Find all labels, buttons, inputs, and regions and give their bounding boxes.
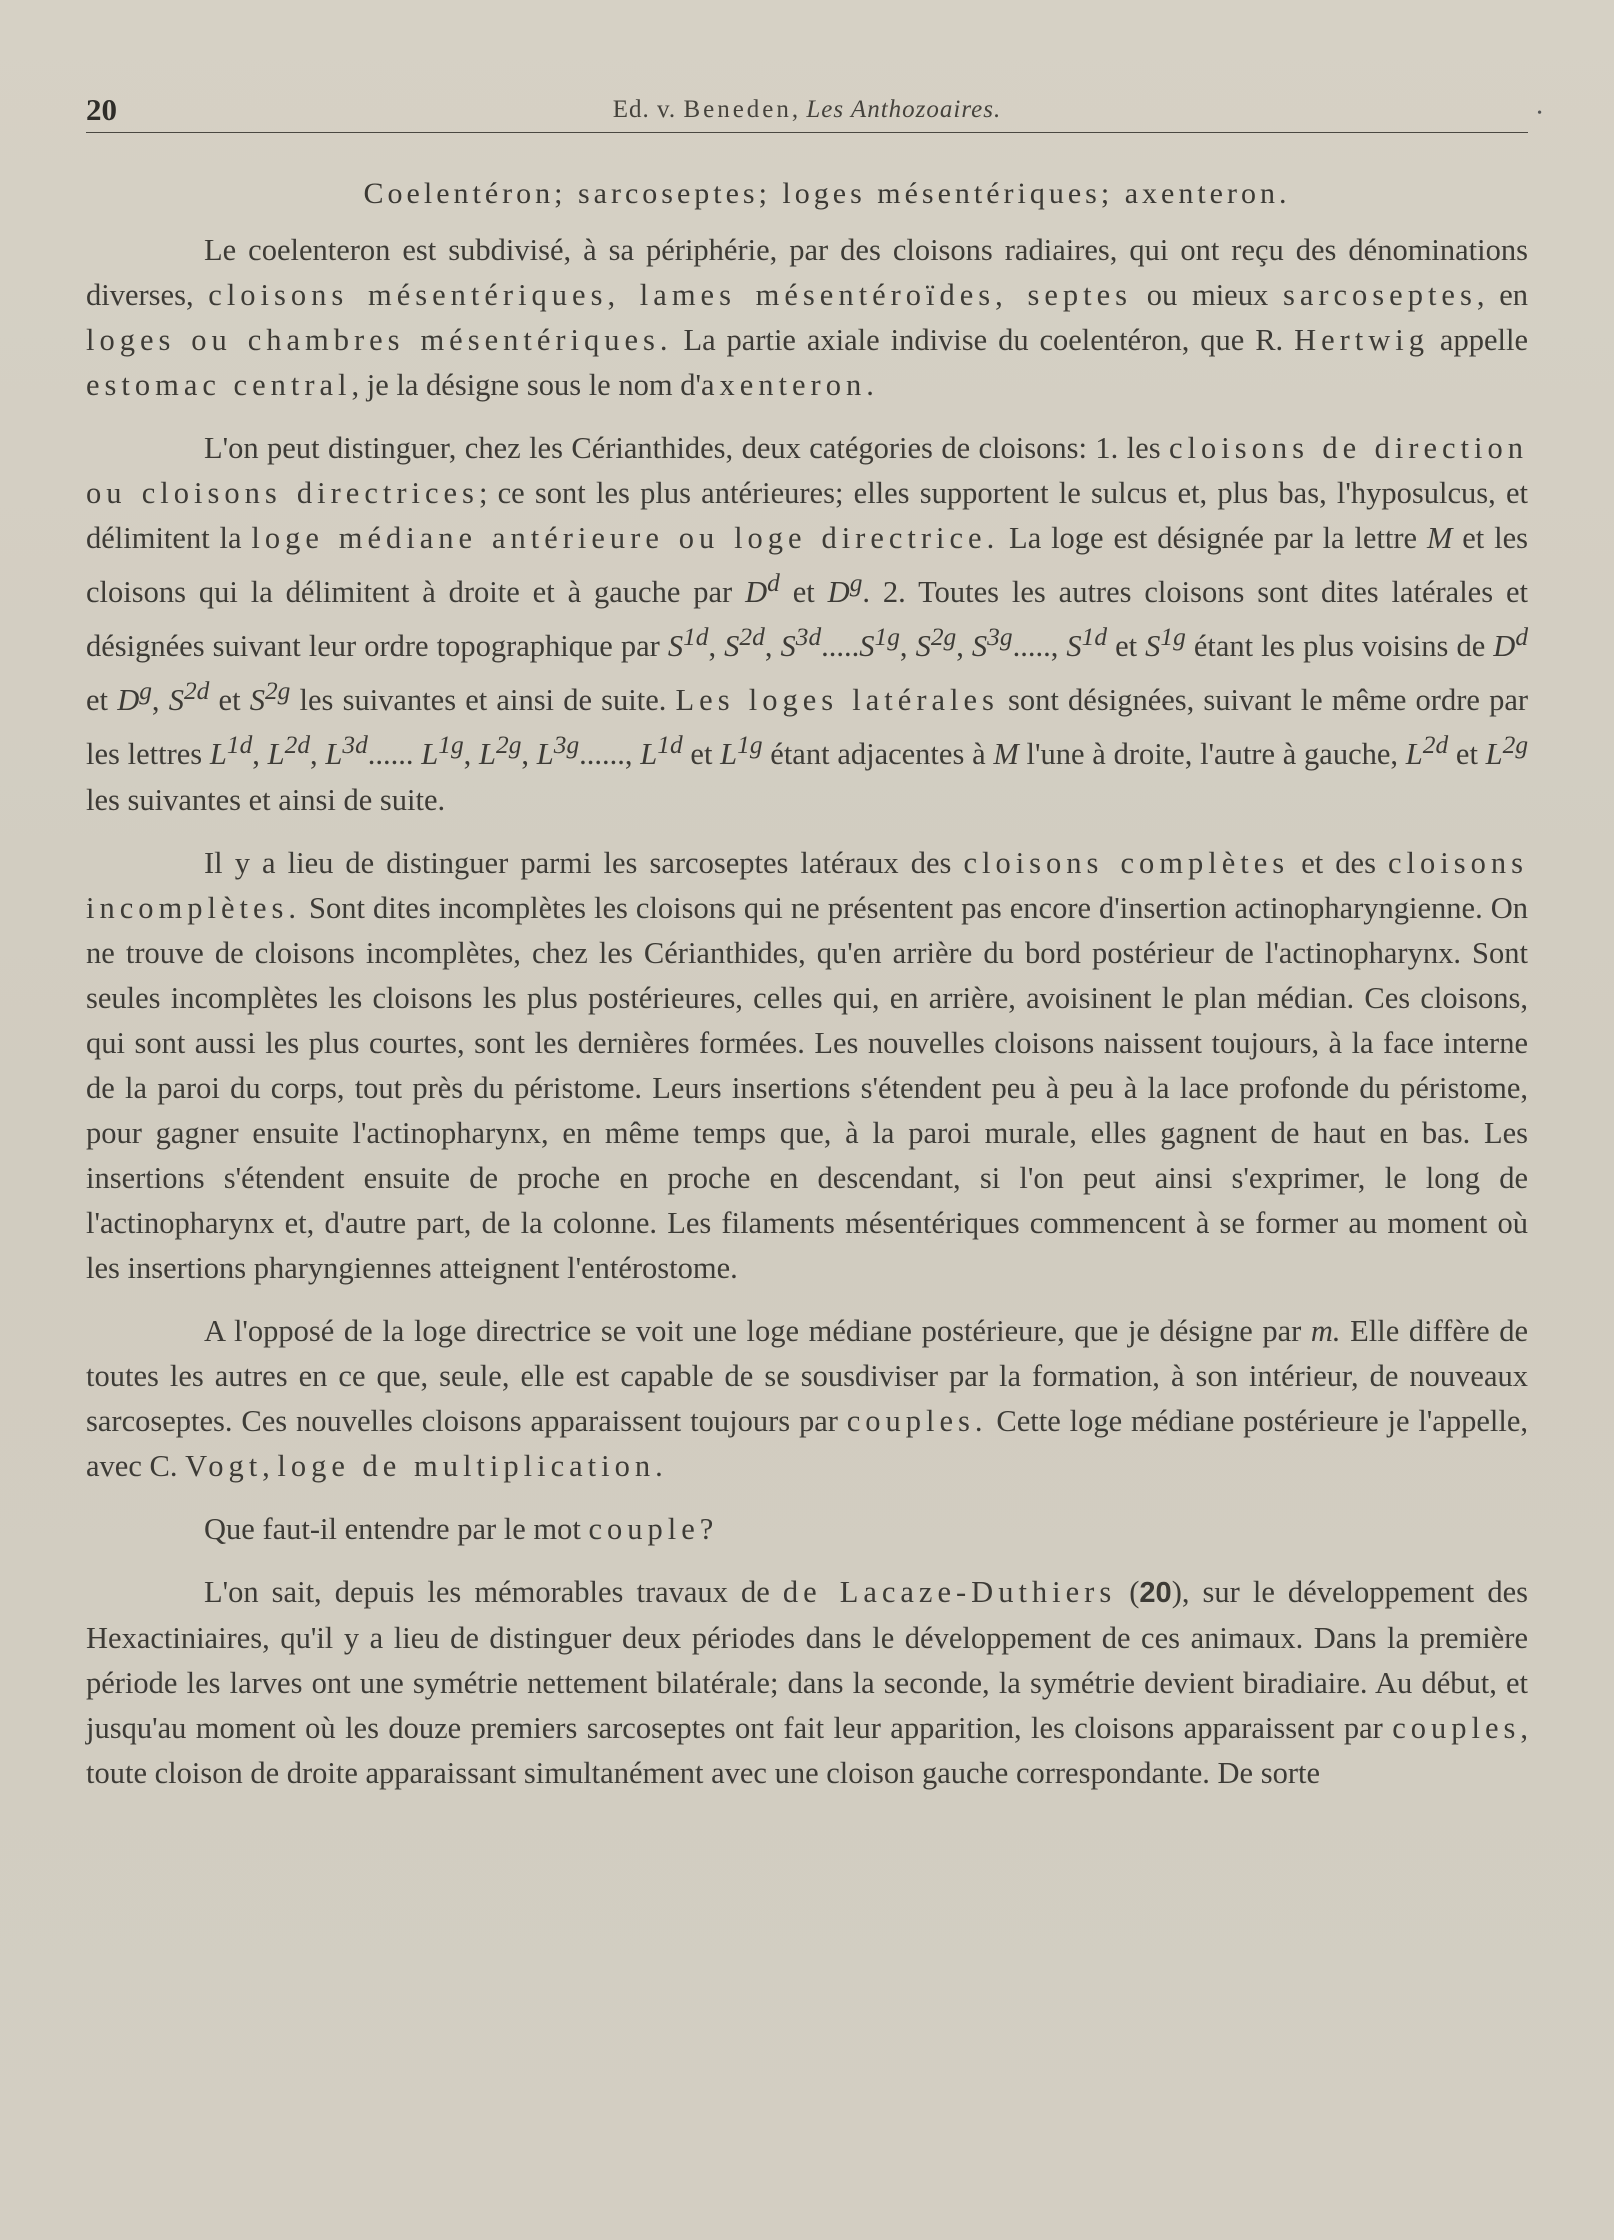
symbol: S bbox=[1066, 629, 1082, 664]
paragraph-3 bbox=[86, 841, 1528, 1291]
symbol: M bbox=[993, 737, 1019, 772]
running-head-work: Les Anthozoaires. bbox=[806, 96, 1002, 123]
symbol: D bbox=[827, 575, 850, 610]
punct: , bbox=[899, 629, 916, 664]
text-run: sont désignées, suivant le même ordre par les lettres bbox=[86, 683, 1529, 772]
text-run: Sont dites incomplètes les cloisons qui ne présentent pas encore d'insertion actinopharyngienne. On ne trouve de cloisons incomplètes, chez les Cérianthides, qu'en arrière du bord postérieur de l'actinopharynx. Sont seules incomplètes les cloisons les plus postérieures, celles qui, en arrière, avoisinent le plan médian. Ces cloisons, qui sont aussi les plus courtes, sont les dernières formées. Les nouvelles cloisons naissent toujours, à la face interne de la paroi du corps, tout près du péristome. Leurs insertions s'étendent peu à peu à la lace profonde du péristome, pour gagner ensuite l'actinopharynx, en même temps que, à la paroi murale, elles gagnent de haut en bas. Les insertions s'étendent ensuite de proche en proche en descendant, si l'on peut ainsi s'exprimer, le long de l'actinopharynx et, d'autre part, de la colonne. Les filaments mésentériques commencent à se former au moment où les insertions pharyngiennes atteignent l'entérostome. bbox=[86, 890, 1528, 1285]
spaced-term: cloisons complètes bbox=[963, 845, 1290, 880]
punct: ....., bbox=[1012, 629, 1067, 664]
superscript: 1d bbox=[226, 731, 253, 760]
text-run: l'une à droite, l'autre à gauche, bbox=[1018, 737, 1406, 772]
text-run: ( bbox=[1116, 1574, 1140, 1609]
text-run: La loge est désignée par la lettre bbox=[999, 521, 1427, 555]
spaced-term: loge de multiplication. bbox=[277, 1448, 668, 1483]
text-run: . 2. Toutes les autres cloisons sont dites latérales et désignées suivant leur ordre topographique par bbox=[86, 575, 1528, 664]
symbol: S bbox=[1145, 629, 1161, 664]
text-run: Elle diffère de toutes les autres en ce que, seule, elle est capable de se sousdiviser par la formation, à son intérieur, de nouveaux sarcoseptes. Ces nouvelles cloisons apparaissent toujours par bbox=[86, 1313, 1529, 1438]
running-head bbox=[86, 96, 1528, 124]
text-run: La partie axiale indivise du coelentéron, que R. bbox=[672, 323, 1295, 357]
punct: et bbox=[682, 737, 721, 772]
superscript: 3d bbox=[795, 623, 822, 652]
superscript: d bbox=[1515, 623, 1529, 652]
running-head-sep: , bbox=[791, 96, 807, 123]
spaced-name: Hertwig bbox=[1294, 323, 1430, 357]
symbol: S bbox=[724, 629, 740, 664]
symbol: D bbox=[117, 683, 140, 718]
text-run: L'on peut distinguer, chez les Cérianthides, deux catégories de cloisons: 1. les bbox=[204, 431, 1169, 465]
text-run: , en bbox=[1476, 278, 1528, 312]
text-run: Que faut-il entendre par le mot bbox=[204, 1511, 589, 1546]
symbol: S bbox=[915, 629, 931, 664]
symbol: L bbox=[479, 737, 496, 772]
text-run: et bbox=[86, 683, 118, 718]
text-run: étant adjacentes à bbox=[762, 737, 994, 772]
superscript: 2d bbox=[183, 677, 210, 706]
punct: , bbox=[252, 737, 268, 772]
symbol: S bbox=[859, 629, 875, 664]
superscript: d bbox=[767, 569, 780, 597]
paragraph-5 bbox=[86, 1507, 1528, 1552]
symbol: L bbox=[421, 737, 439, 772]
text-run: appelle bbox=[1429, 323, 1528, 357]
punct: , bbox=[463, 737, 480, 772]
punct: , bbox=[956, 629, 972, 664]
text-run: et bbox=[779, 575, 828, 610]
punct: et bbox=[209, 683, 250, 718]
superscript: 1g bbox=[1160, 623, 1186, 652]
text-run: , bbox=[262, 1448, 278, 1483]
superscript: 2d bbox=[284, 731, 311, 760]
spaced-name: Vogt bbox=[185, 1448, 263, 1483]
symbol: S bbox=[971, 629, 988, 664]
spaced-term: couples. bbox=[846, 1403, 988, 1438]
spaced-term: Les loges latérales bbox=[675, 683, 999, 718]
superscript: 2d bbox=[1422, 731, 1449, 760]
symbol: D bbox=[745, 575, 768, 610]
punct: , bbox=[310, 737, 326, 772]
superscript: g bbox=[139, 677, 152, 706]
punct: , bbox=[708, 629, 725, 664]
symbol: L bbox=[720, 737, 738, 772]
superscript: 1g bbox=[438, 731, 464, 760]
bibliography-reference: 20 bbox=[1139, 1576, 1172, 1609]
superscript: 2g bbox=[264, 677, 291, 706]
superscript: g bbox=[849, 569, 863, 597]
punct: , bbox=[151, 683, 169, 718]
text-run: ou mieux bbox=[1132, 278, 1283, 312]
text-run: ; ce sont les plus antérieures; elles supportent le sulcus et, plus bas, l'hyposulcus, et délimitent la bbox=[86, 476, 1528, 555]
symbol: m. bbox=[1310, 1313, 1341, 1348]
symbol: S bbox=[168, 683, 184, 718]
symbol: S bbox=[780, 629, 796, 664]
punct: ......, bbox=[579, 737, 641, 772]
superscript: 1g bbox=[874, 623, 900, 652]
symbol: L bbox=[640, 737, 658, 772]
spaced-term: couple bbox=[588, 1511, 700, 1546]
spaced-term: cloisons de direction ou cloisons directrices bbox=[86, 431, 1528, 510]
spaced-term: estomac central bbox=[86, 368, 352, 402]
paragraph-4 bbox=[86, 1309, 1528, 1489]
text-run: , toute cloison de droite apparaissant simultanément avec une cloison gauche correspondante. De sorte bbox=[86, 1710, 1528, 1790]
paragraph-2 bbox=[86, 426, 1528, 823]
symbol: S bbox=[249, 683, 265, 718]
superscript: 3g bbox=[987, 623, 1013, 652]
running-head-author: Ed. v. bbox=[612, 96, 684, 123]
paragraph-1 bbox=[86, 228, 1528, 408]
text-run: , je la désigne sous le nom d' bbox=[351, 368, 701, 402]
punct: , bbox=[521, 737, 537, 772]
punct: , bbox=[764, 629, 781, 664]
symbol: L bbox=[209, 737, 227, 772]
punct: ...... bbox=[367, 737, 414, 772]
punct: ..... bbox=[821, 629, 860, 664]
text-run: Il y a lieu de distinguer parmi les sarcoseptes latéraux des bbox=[204, 845, 964, 880]
spaced-term: loges ou chambres mésentériques. bbox=[86, 323, 673, 357]
text-run: ? bbox=[699, 1511, 714, 1546]
running-head-name: Beneden bbox=[683, 96, 792, 123]
superscript: 1g bbox=[737, 731, 763, 760]
text-run: les suivantes et ainsi de suite. bbox=[86, 782, 446, 817]
punct: et bbox=[1107, 629, 1146, 664]
symbol: S bbox=[667, 629, 684, 664]
symbol: L bbox=[1405, 737, 1423, 772]
spaced-term: axenteron bbox=[700, 368, 867, 402]
symbol: L bbox=[325, 737, 343, 772]
text-run: les suivantes et ainsi de suite. bbox=[290, 683, 676, 718]
superscript: 2d bbox=[739, 623, 765, 652]
text-run: L'on sait, depuis les mémorables travaux de bbox=[204, 1574, 783, 1609]
text-run: Le coelenteron est subdivisé, à sa périphérie, par des cloisons radiaires, qui ont reçu des dénominations diverses, bbox=[86, 233, 1528, 312]
superscript: 3g bbox=[553, 731, 580, 760]
edge-mark: • bbox=[1537, 106, 1542, 121]
symbol: L bbox=[1485, 737, 1503, 772]
spaced-term: couples bbox=[1392, 1710, 1521, 1745]
text-run: A l'opposé de la loge directrice se voit une loge médiane postérieure, que je désigne par bbox=[204, 1313, 1311, 1348]
spaced-term: loge médiane antérieure ou loge directrice. bbox=[251, 521, 1000, 555]
superscript: 2g bbox=[930, 623, 957, 652]
superscript: 2g bbox=[496, 731, 522, 760]
text-run: ), sur le développement des Hexactiniaires, qu'il y a lieu de distinguer deux périodes dans le développement de ces animaux. Dans la première période les larves ont une symétrie nettement bilatérale; dans la seconde, la symétrie devient biradiaire. Au début, et jusqu'au moment où les douze premiers sarcoseptes ont fait leur apparition, les cloisons apparaissent par bbox=[86, 1574, 1528, 1745]
section-title: Coelentéron; sarcoseptes; loges mésentériques; axenteron. bbox=[363, 177, 1291, 210]
symbol: M bbox=[1426, 521, 1453, 555]
spaced-term: cloisons incomplètes. bbox=[86, 845, 1528, 925]
superscript: 3d bbox=[342, 731, 368, 760]
text-run: et les cloisons qui la délimitent à droite et à gauche par bbox=[86, 521, 1528, 610]
spaced-name: de Lacaze-Duthiers bbox=[782, 1574, 1117, 1609]
text-run: . bbox=[866, 368, 874, 402]
spaced-term: sarcoseptes bbox=[1282, 278, 1477, 312]
page-number: 20 bbox=[86, 92, 117, 127]
page-body bbox=[86, 160, 1528, 1796]
symbol: D bbox=[1493, 629, 1516, 664]
spaced-term: cloisons mésentériques, lames mésentéroïdes, septes bbox=[208, 278, 1133, 312]
punct: et bbox=[1448, 737, 1486, 772]
symbol: L bbox=[267, 737, 285, 772]
symbol: L bbox=[536, 737, 554, 772]
superscript: 1d bbox=[657, 731, 683, 760]
paragraph-6 bbox=[86, 1570, 1528, 1796]
text-run: étant les plus voisins de bbox=[1185, 629, 1494, 664]
superscript: 2g bbox=[1502, 731, 1529, 760]
superscript: 1d bbox=[1081, 623, 1108, 652]
text-run: et des bbox=[1289, 845, 1389, 880]
superscript: 1d bbox=[683, 623, 709, 652]
page-header bbox=[86, 92, 1542, 133]
text-run: Cette loge médiane postérieure je l'appelle, avec C. bbox=[86, 1403, 1528, 1483]
